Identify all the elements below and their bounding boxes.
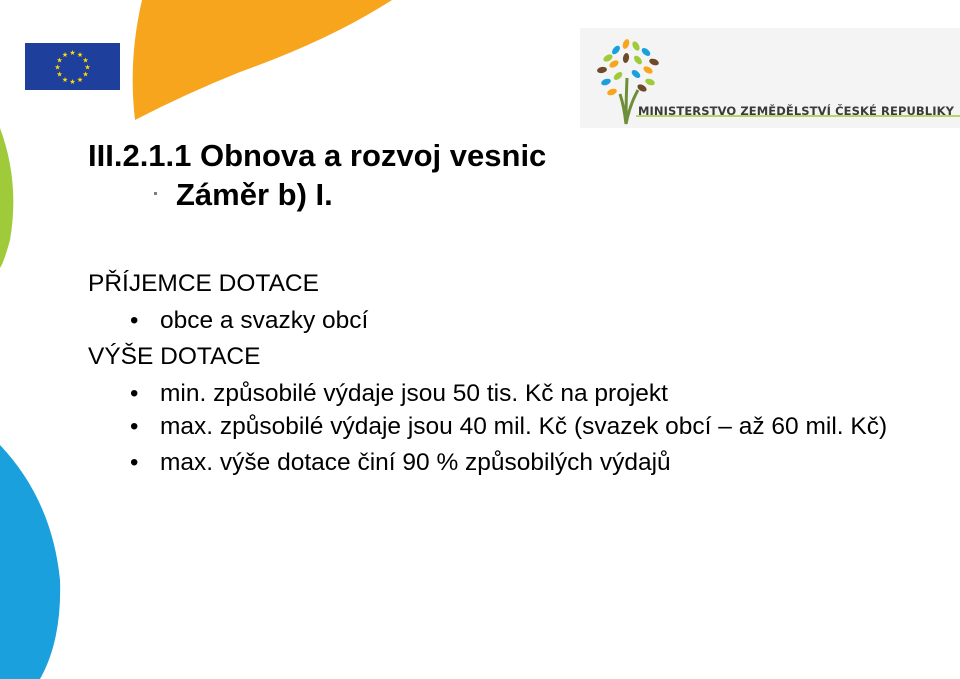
svg-text:★: ★ — [61, 76, 69, 84]
svg-text:★: ★ — [56, 56, 63, 65]
eu-flag-icon — [25, 43, 120, 90]
bullet-text: max. výše dotace činí 90 % způsobilých výdajů — [160, 449, 671, 476]
bullet-text: obce a svazky obcí — [160, 307, 369, 334]
bullet-icon: • — [130, 380, 139, 407]
title-line-2: Záměr b) I. — [176, 177, 333, 212]
list-item — [88, 410, 938, 443]
blue-leaf-shape — [0, 445, 60, 679]
svg-text:★: ★ — [76, 76, 84, 84]
bullet-icon: • — [130, 449, 139, 476]
svg-text:★: ★ — [82, 70, 89, 79]
slide-content — [88, 264, 938, 479]
bullet-text: max. způsobilé výdaje jsou 40 mil. Kč (svazek obcí – až 60 mil. Kč) — [160, 413, 888, 440]
green-leaf-shape — [0, 128, 13, 268]
title-line-2-wrapper — [88, 175, 546, 214]
bullet-icon: • — [130, 413, 139, 440]
slide-title — [88, 136, 546, 214]
section-heading-amount: VÝŠE DOTACE — [88, 343, 261, 370]
svg-text:★: ★ — [54, 63, 61, 72]
orange-leaf-shape — [133, 0, 392, 120]
list-item — [88, 377, 938, 410]
list-item — [88, 446, 938, 479]
svg-text:★: ★ — [82, 56, 89, 65]
bullet-icon: • — [130, 307, 139, 334]
svg-text:★: ★ — [69, 78, 76, 86]
title-line-1: III.2.1.1 Obnova a rozvoj vesnic — [88, 138, 547, 173]
bullet-text: min. způsobilé výdaje jsou 50 tis. Kč na projekt — [160, 380, 668, 407]
title-marker — [154, 192, 157, 195]
svg-text:★: ★ — [61, 51, 69, 59]
amount-bullet-list — [88, 377, 938, 479]
section-heading-recipient: PŘÍJEMCE DOTACE — [88, 270, 319, 297]
svg-text:★: ★ — [76, 51, 84, 59]
svg-text:★: ★ — [84, 63, 91, 72]
list-item — [88, 304, 938, 337]
svg-text:★: ★ — [69, 49, 76, 57]
recipient-bullet-list — [88, 304, 938, 337]
svg-text:★: ★ — [56, 70, 63, 79]
ministry-name: MINISTERSTVO ZEMĚDĚLSTVÍ ČESKÉ REPUBLIKY — [638, 104, 955, 118]
